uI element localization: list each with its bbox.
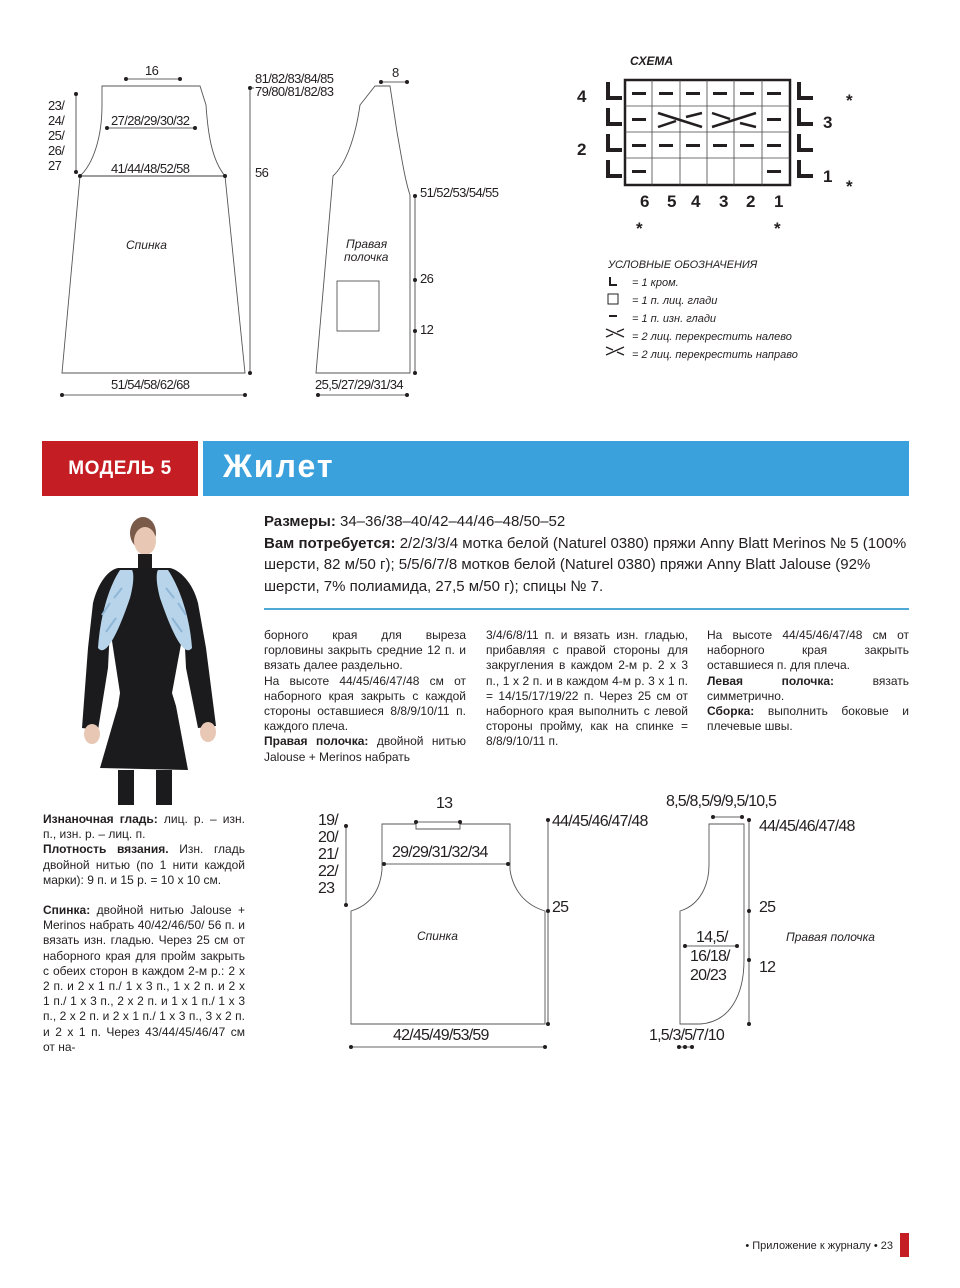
- front-piece-label-2: полочка: [344, 250, 389, 264]
- right-front-text: двойной нитью Jalouse + Merinos набрать: [264, 734, 466, 764]
- legend-purl: = 1 п. изн. глади: [632, 313, 717, 325]
- legend-cross-left: = 2 лиц. перекрестить налево: [632, 331, 792, 343]
- back2-armhole-2: 20/: [318, 829, 338, 846]
- front2-piece-label: Правая полочка: [786, 930, 875, 944]
- front2-total-height: 44/45/46/47/48: [759, 818, 855, 835]
- front-pattern-top: [316, 86, 410, 373]
- col1-paragraph-2: На высоте 44/45/46/47/48 см от наборного края закрыть с каждой стороны оставшиеся 8/8/9/10/11 п. каждого плеча.: [264, 673, 466, 734]
- back2-shoulder-width: 29/29/31/32/34: [392, 844, 488, 861]
- back-chest-width: 41/44/48/52/58: [111, 161, 190, 176]
- back-total-height: 56: [255, 165, 269, 180]
- schema-col-2: 2: [746, 192, 756, 211]
- schema-star-4: *: [774, 219, 781, 238]
- front-pocket-height: 26: [420, 271, 434, 286]
- schema-star-1: *: [846, 91, 853, 110]
- left-front-label: Левая полочка:: [707, 673, 834, 688]
- schema-row-1: 1: [823, 167, 833, 186]
- sizes-value: 34–36/38–40/42–44/46–48/50–52: [335, 513, 566, 530]
- purl-stitch-icon: [609, 315, 617, 317]
- back2-bottom-width: 42/45/49/53/59: [393, 1027, 489, 1044]
- schema-title: СХЕМА: [630, 54, 674, 68]
- schema-col-4: 4: [691, 192, 701, 211]
- legend-edge: = 1 кром.: [632, 277, 679, 289]
- legend-title: УСЛОВНЫЕ ОБОЗНАЧЕНИЯ: [608, 259, 758, 271]
- back-piece-label: Спинка: [126, 238, 167, 252]
- back2-armhole-4: 22/: [318, 863, 338, 880]
- front-upper-height-2: 79/80/81/82/83: [255, 84, 334, 99]
- gauge-text: Изн. гладь двойной нитью (по 1 нити каждой марки): 9 п. и 15 р. = 10 х 10 см.: [43, 842, 245, 887]
- sizes-label: Размеры:: [264, 513, 336, 530]
- model-photo: [48, 508, 240, 805]
- materials-info: [264, 511, 924, 597]
- back-armhole-1: 23/: [48, 98, 65, 113]
- model-label-banner: [42, 441, 198, 496]
- front-piece-label-1: Правая: [346, 237, 388, 251]
- schema-legend: [606, 259, 798, 361]
- reverse-stockinette-text: лиц. р. – изн. п., изн. р. – лиц. п.: [43, 812, 245, 842]
- assembly-text: выполнить боковые и плечевые швы.: [707, 704, 909, 734]
- back2-armhole-1: 19/: [318, 812, 338, 829]
- reverse-stockinette-label: Изнаночная гладь:: [43, 812, 158, 826]
- left-front-text: вязать симметрично.: [707, 673, 909, 703]
- back2-total-height: 44/45/46/47/48: [552, 813, 648, 830]
- schema-star-3: *: [636, 219, 643, 238]
- legend-knit: = 1 п. лиц. глади: [632, 295, 718, 307]
- assembly-label: Сборка:: [707, 704, 755, 719]
- instructions-column-2: [486, 628, 688, 750]
- front2-bottom-width: 1,5/3/5/7/10: [649, 1027, 724, 1044]
- front-pocket-offset: 12: [420, 322, 434, 337]
- back2-armhole-5: 23: [318, 880, 335, 897]
- schema-star-2: *: [846, 177, 853, 196]
- col3-paragraph-2: [707, 674, 909, 704]
- front2-shoulder-width: 8,5/8,5/9/9,5/10,5: [666, 793, 777, 810]
- right-front-label: Правая полочка:: [264, 734, 369, 749]
- front-dimension-lines: [250, 82, 415, 395]
- front-side-height: 51/52/53/54/55: [420, 185, 499, 200]
- back-pattern-top: [62, 86, 245, 373]
- front2-width-3: 20/23: [690, 967, 727, 984]
- col2-paragraph-1: 3/4/6/8/11 п. и вязать изн. гладью, прибавляя с правой стороны для закругления в каждом 2-м р. 2 х 3 п., 1 х 2 п. и в каждом 4-м р. 3 х 1 п. = 14/15/17/19/22 п. Через 25 см от наборного края выполнить с левой стороны пройму, как на спинке = 8/8/9/10/11 п.: [486, 628, 688, 749]
- back2-side-height: 25: [552, 899, 569, 916]
- back-label: Спинка:: [43, 903, 91, 918]
- knit-stitch-icon: [608, 294, 618, 304]
- top-diagrams: [0, 0, 960, 420]
- front-shoulder: 8: [392, 65, 399, 80]
- page-title: Жилет: [223, 448, 335, 484]
- col1-paragraph-3: [264, 734, 466, 764]
- back2-armhole-3: 21/: [318, 846, 338, 863]
- title-banner: [203, 441, 909, 496]
- cross-right-icon: [606, 347, 624, 355]
- stitch-schema: [577, 54, 853, 238]
- footer-bar: [900, 1233, 909, 1257]
- materials-label: Вам потребуется:: [264, 534, 396, 552]
- back-text: двойной нитью Jalouse + Merinos набрать 40/42/46/50/ 56 п. и вязать изн. гладью. Через 25 см от наборного края для пройм закрыть с обеих сторон в каждом 2-м р.: 2 х 2 п. и 2 х 1 п./ 1 х 3 п., 1 х 2 п. и 2 х 1 п./ 1 х 3 п., 2 х 2 п. и 1 х 1 п./ 1 х 3 п., 2 х 2 п. и 2 х 1 п./ 1 х 3 п., 3 х 2 п. и 2 х 1 п. Через 43/44/45/46/47 см от на-: [43, 903, 245, 1054]
- front-upper-height-1: 81/82/83/84/85: [255, 71, 334, 86]
- back2-neck-width: 13: [436, 795, 453, 812]
- page-footer: • Приложение к журналу • 23: [745, 1240, 893, 1252]
- back-bottom-width: 51/54/58/62/68: [111, 377, 190, 392]
- front2-width-2: 16/18/: [690, 948, 730, 965]
- back-neck-width: 16: [145, 63, 159, 78]
- gauge-label: Плотность вязания.: [43, 842, 169, 857]
- section-divider: [264, 608, 909, 610]
- col1-paragraph-1: борного края для выреза горловины закрыть средние 12 п. и вязать далее раздельно.: [264, 628, 466, 673]
- materials-value: 2/2/3/3/4 мотка белой (Naturel 0380) пряжи Anny Blatt Merinos № 5 (100% шерсти, 82 м/50 г); 5/5/6/7/8 мотков белой (Naturel 0380) пряжи Anny Blatt Jalouse (92% шерсти, 7% полиамида, 27,5 м/50 г); спицы № 7.: [264, 534, 907, 595]
- cross-left-icon: [606, 329, 624, 337]
- back-armhole-3: 25/: [48, 128, 65, 143]
- schema-col-5: 5: [667, 192, 677, 211]
- front2-width-1: 14,5/: [696, 929, 728, 946]
- schema-col-1: 1: [774, 192, 784, 211]
- back-armhole-4: 26/: [48, 143, 65, 158]
- instructions-column-1: [264, 628, 466, 765]
- edge-stitch-icon: [609, 277, 617, 286]
- model-label: МОДЕЛЬ 5: [68, 457, 172, 479]
- front-pattern-bottom: [680, 824, 744, 1024]
- back2-piece-label: Спинка: [417, 929, 458, 943]
- schema-row-4: 4: [577, 87, 587, 106]
- legend-cross-right: = 2 лиц. перекрестить направо: [632, 349, 798, 361]
- back-armhole-5: 27: [48, 158, 62, 173]
- col3-paragraph-3: [707, 704, 909, 734]
- schema-col-6: 6: [640, 192, 650, 211]
- schema-row-3: 3: [823, 113, 833, 132]
- front2-side-height: 25: [759, 899, 776, 916]
- col3-paragraph-1: На высоте 44/45/46/47/48 см от наборного края закрыть оставшиеся п. для плеча.: [707, 628, 909, 673]
- back-armhole-2: 24/: [48, 113, 65, 128]
- schema-row-2: 2: [577, 140, 587, 159]
- bottom-diagrams: [0, 780, 960, 1080]
- schema-col-3: 3: [719, 192, 729, 211]
- instructions-column-3: [707, 628, 909, 734]
- front2-curve-height: 12: [759, 959, 776, 976]
- front-bottom-width: 25,5/27/29/31/34: [315, 377, 403, 392]
- back-shoulder-width: 27/28/29/30/32: [111, 113, 190, 128]
